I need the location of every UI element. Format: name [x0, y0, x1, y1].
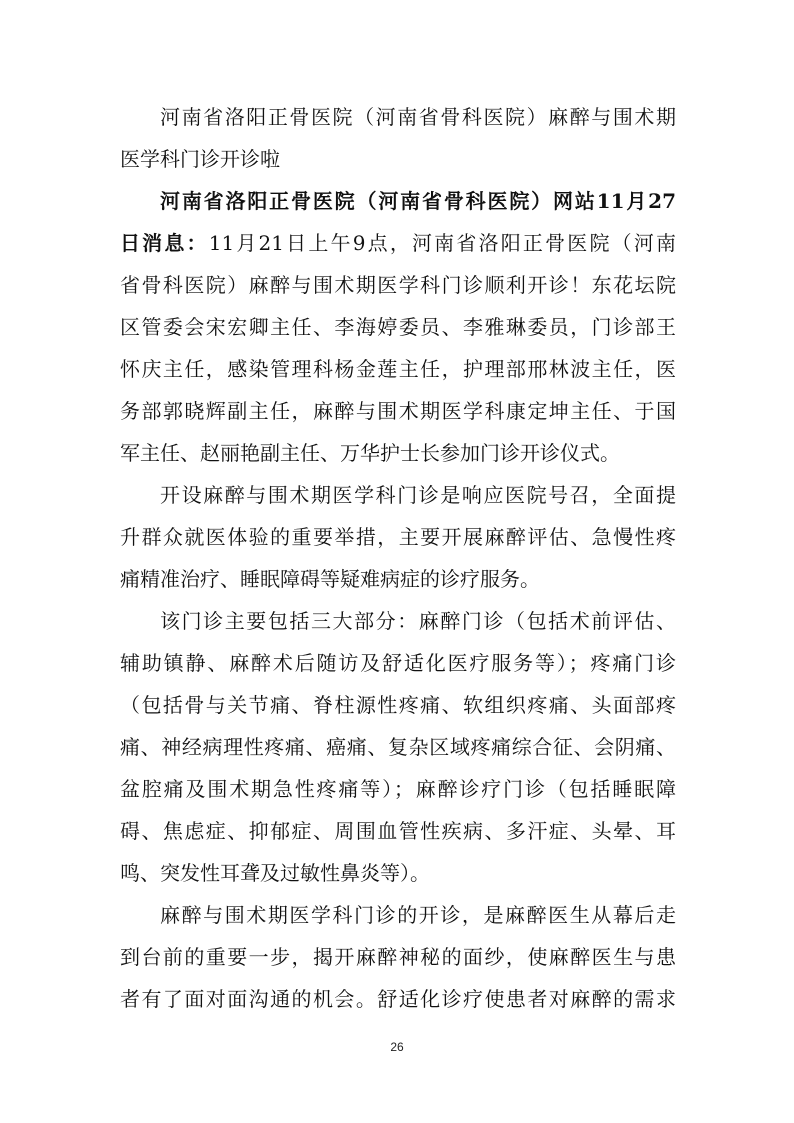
paragraph-3-line-3: （包括骨与关节痛、脊柱源性疼痛、软组织疼痛、头面部疼 — [120, 693, 676, 717]
paragraph-3-line-2: 辅助镇静、麻醉术后随访及舒适化医疗服务等）；疼痛门诊 — [120, 651, 676, 675]
paragraph-1-line-1 — [120, 222, 676, 264]
paragraph-2-line-3: 痛精准治疗、睡眠障碍等疑难病症的诊疗服务。 — [120, 567, 540, 591]
page-number: 26 — [390, 1040, 404, 1054]
paragraph-4-line-2: 到台前的重要一步，揭开麻醉神秘的面纱，使麻醉医生与患 — [120, 945, 676, 969]
dateline-label: 日消息： — [120, 231, 209, 255]
paragraph-3-line-5: 盆腔痛及围术期急性疼痛等）；麻醉诊疗门诊（包括睡眠障 — [120, 777, 676, 801]
paragraph-1-line-3: 区管委会宋宏卿主任、李海婷委员、李雅琳委员，门诊部王 — [120, 315, 676, 339]
paragraph-1-line-4: 怀庆主任，感染管理科杨金莲主任，护理部邢林波主任，医 — [120, 357, 676, 381]
dateline-heading: 河南省洛阳正骨医院（河南省骨科医院）网站11月27 — [160, 189, 676, 213]
paragraph-3-line-7: 鸣、突发性耳聋及过敏性鼻炎等）。 — [120, 861, 430, 885]
paragraph-2-line-2: 升群众就医体验的重要举措，主要开展麻醉评估、急慢性疼 — [120, 525, 676, 549]
paragraph-1-lead-text: 11月21日上午9点，河南省洛阳正骨医院（河南 — [208, 231, 676, 255]
paragraph-2-line-1: 开设麻醉与围术期医学科门诊是响应医院号召，全面提 — [160, 483, 676, 507]
paragraph-3-line-1: 该门诊主要包括三大部分：麻醉门诊（包括术前评估、 — [160, 609, 676, 633]
article-title-line-1: 河南省洛阳正骨医院（河南省骨科医院）麻醉与围术期 — [160, 105, 676, 129]
paragraph-3-line-6: 碍、焦虑症、抑郁症、周围血管性疾病、多汗症、头晕、耳 — [120, 819, 676, 843]
paragraph-1-line-2: 省骨科医院）麻醉与围术期医学科门诊顺利开诊！东花坛院 — [120, 273, 676, 297]
paragraph-4-line-3: 者有了面对面沟通的机会。舒适化诊疗使患者对麻醉的需求 — [120, 987, 676, 1011]
document-page — [120, 96, 676, 1020]
article-title-line-2: 医学科门诊开诊啦 — [120, 147, 280, 171]
paragraph-3-line-4: 痛、神经病理性疼痛、癌痛、复杂区域疼痛综合征、会阴痛、 — [120, 735, 676, 759]
paragraph-1-line-6: 军主任、赵丽艳副主任、万华护士长参加门诊开诊仪式。 — [120, 441, 620, 465]
paragraph-4-line-1: 麻醉与围术期医学科门诊的开诊，是麻醉医生从幕后走 — [160, 903, 676, 927]
paragraph-1-line-5: 务部郭晓辉副主任，麻醉与围术期医学科康定坤主任、于国 — [120, 399, 676, 423]
